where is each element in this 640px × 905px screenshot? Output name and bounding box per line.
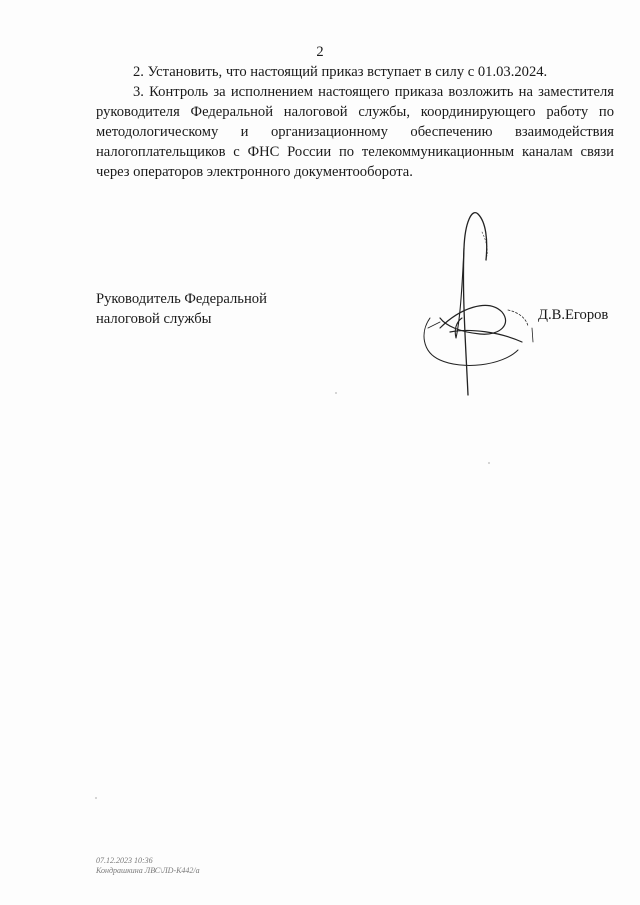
page-number: 2 [316, 44, 324, 60]
paragraph-3-line-1: 3. Контроль за исполнением настоящего приказа возложить на заместителя [133, 84, 614, 100]
footer-stamp [96, 856, 200, 876]
scan-speck [488, 462, 490, 464]
scan-speck [95, 797, 97, 799]
paragraph-3-line-4: налогоплательщиков с ФНС России по телекоммуникационным каналам связи [96, 144, 614, 160]
signatory-title-line-2: налоговой службы [96, 311, 212, 327]
paragraph-3 [96, 82, 614, 182]
document-body [96, 62, 614, 182]
signatory-title [96, 289, 267, 329]
footer-stamp-line-1: 07.12.2023 10:36 [96, 856, 153, 865]
paragraph-2 [96, 62, 614, 82]
scan-speck [335, 392, 337, 394]
signatory-title-line-1: Руководитель Федеральной [96, 291, 267, 307]
paragraph-3-line-3: методологическому и организационному обеспечению взаимодействия [96, 124, 614, 140]
signatory-name: Д.В.Егоров [538, 307, 609, 323]
paragraph-3-line-2: руководителя Федеральной налоговой службы, координирующего работу по [96, 104, 614, 120]
paragraph-2-line: 2. Установить, что настоящий приказ вступает в силу с 01.03.2024. [133, 64, 548, 80]
footer-stamp-line-2: Кондрашкина ЛВС\ЛD-К442/а [96, 866, 200, 875]
paragraph-3-line-5: через операторов электронного документооборота. [96, 164, 413, 180]
